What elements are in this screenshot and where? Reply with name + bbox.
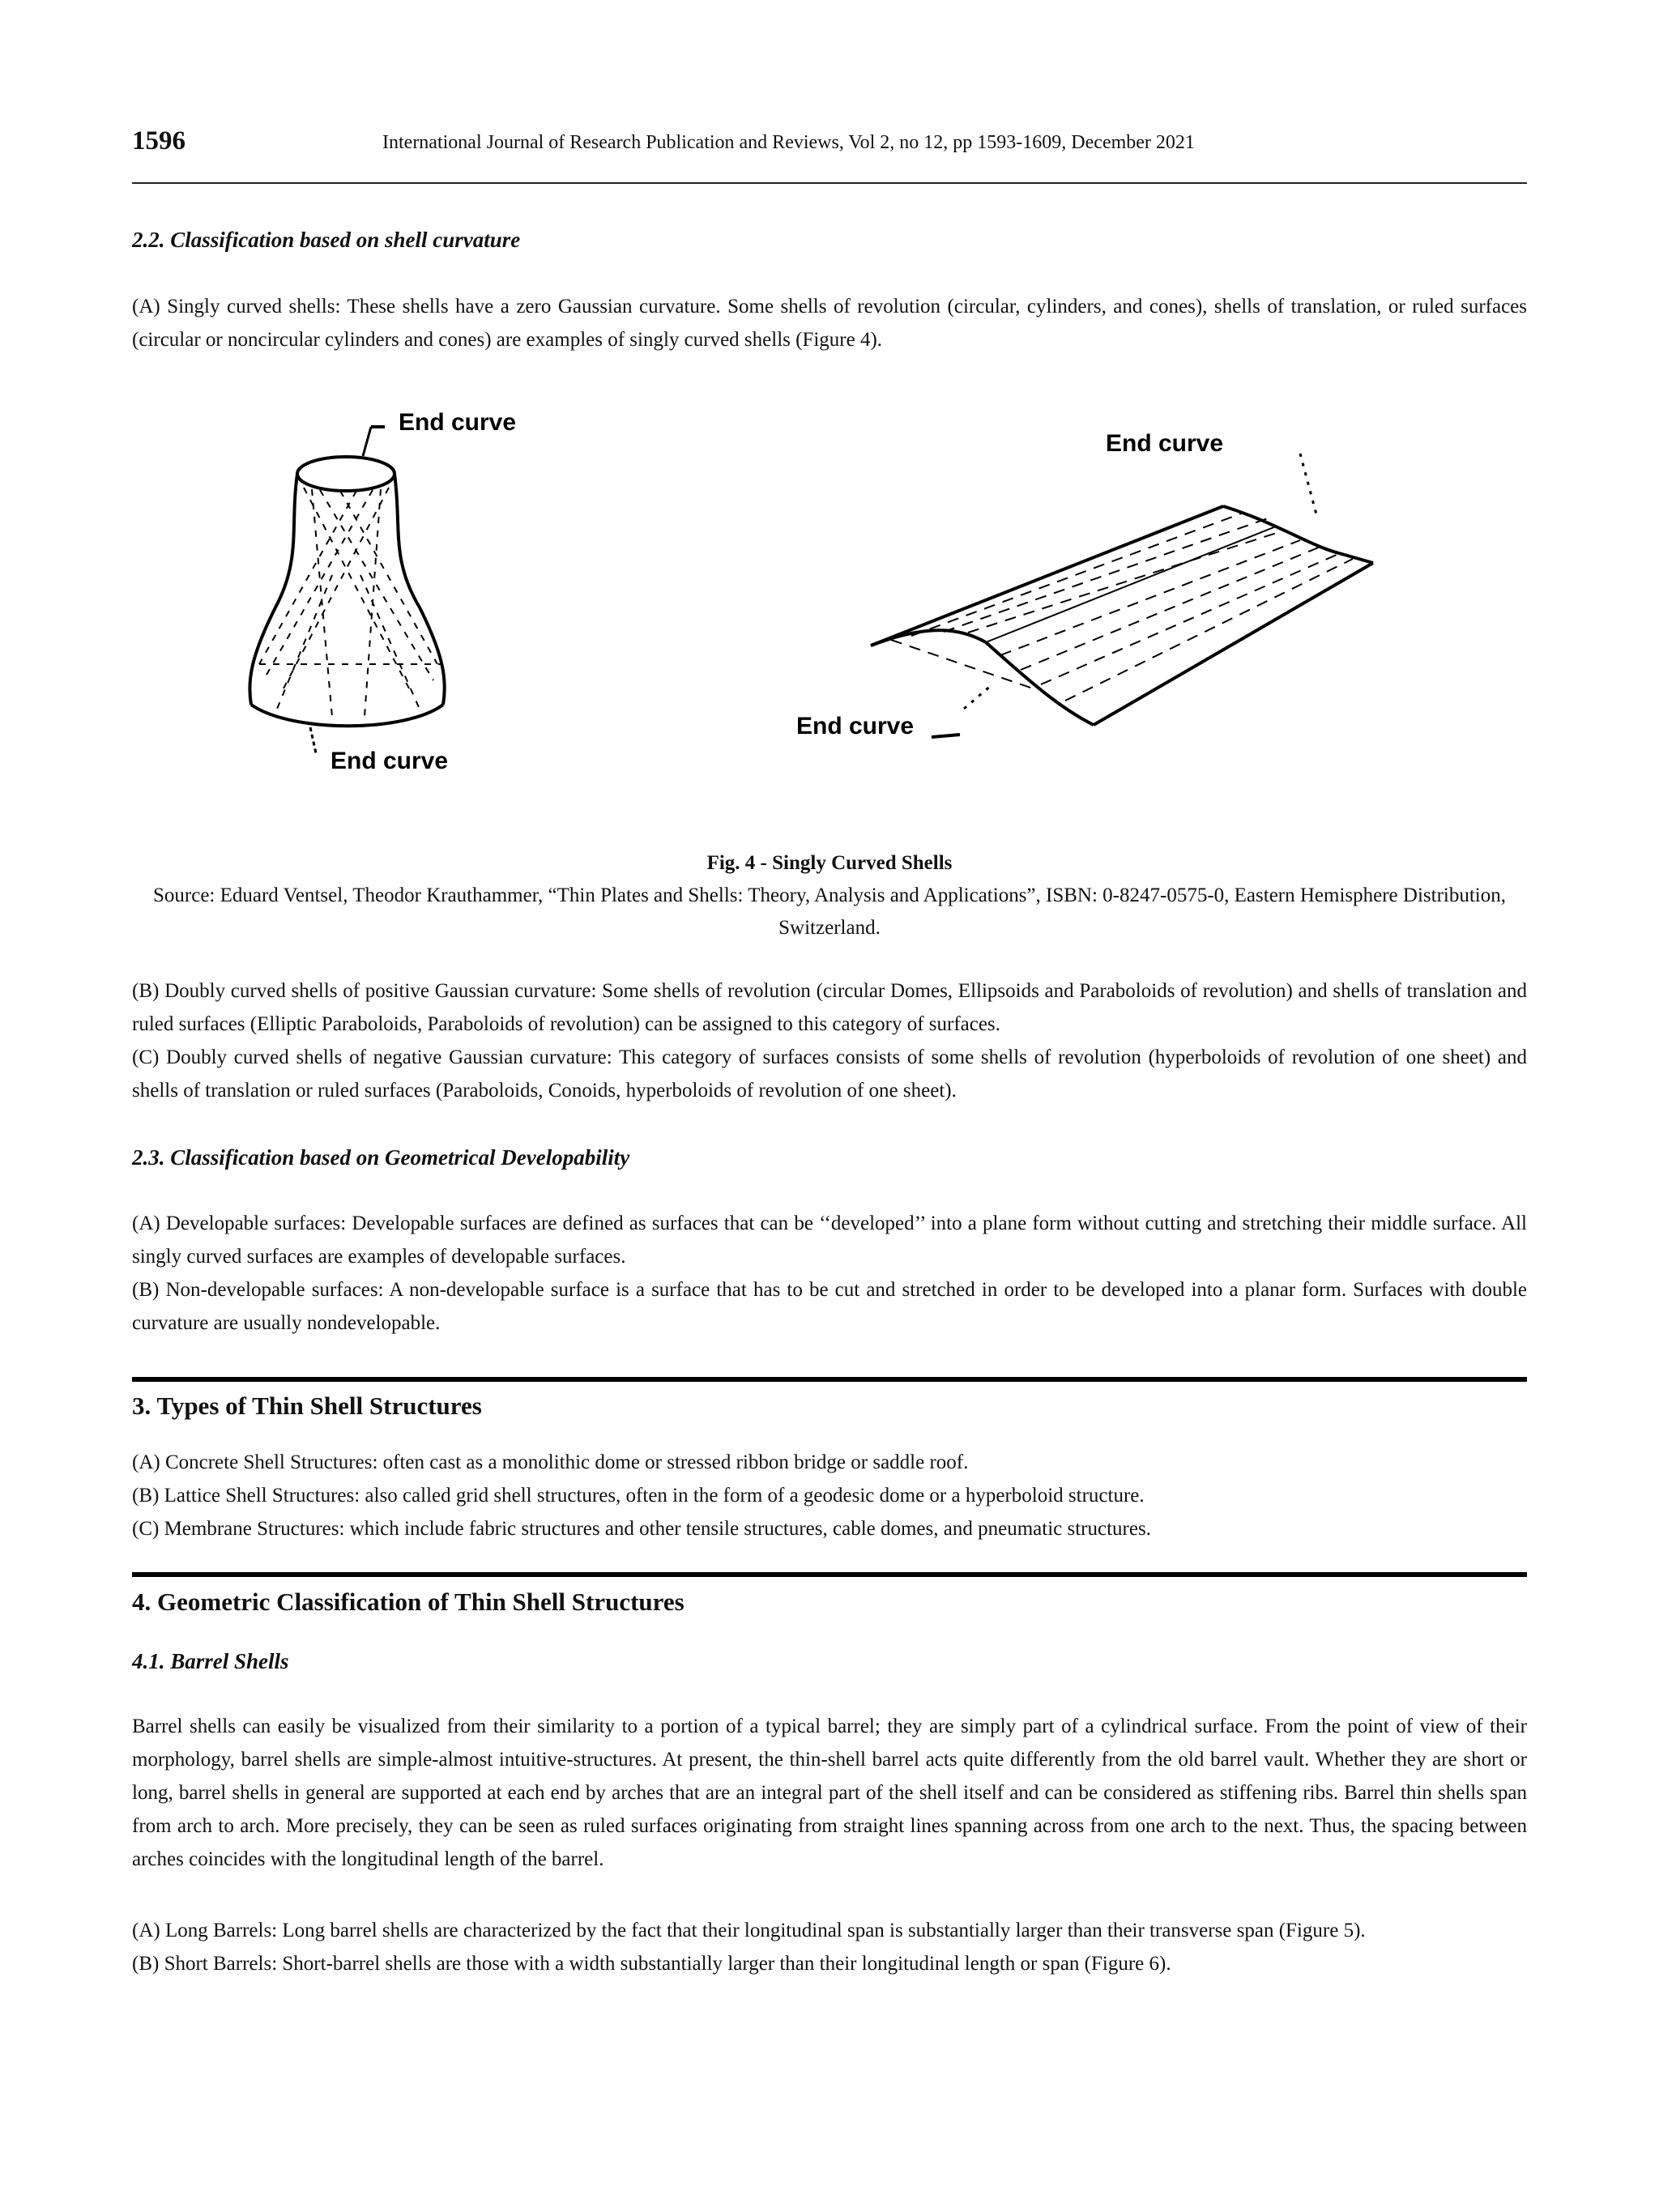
- section-3-heading: 3. Types of Thin Shell Structures: [132, 1392, 482, 1420]
- barrel-shell-figure: [790, 417, 1405, 757]
- para-text: (B) Non-developable surfaces: A non-developable surface is a surface that has to be cut and stretched in order to be developed into a planar form. Surfaces with double curvature are usually nondevelopable.: [132, 1279, 1527, 1334]
- para-text: (A) Singly curved shells: These shells have a zero Gaussian curvature. Some shells of revolution (circular, cylinders, and cones), shells of translation, or ruled surfaces (circular or noncircular cylinders and cones) are examples of singly curved shells (Figure 4).: [132, 296, 1527, 351]
- figure-4-title: Fig. 4 - Singly Curved Shells: [706, 852, 953, 874]
- para-text: (A) Developable surfaces: Developable surfaces are defined as surfaces that can be ‘‘developed’’ into a plane form without cutting and stretching their middle surface. All singly curved surfaces are examples of developable surfaces.: [132, 1213, 1527, 1268]
- cone-bottom-end-curve-label: End curve: [331, 748, 449, 774]
- section-2-3-paras: [132, 1207, 1527, 1340]
- figure-4-caption: [132, 847, 1527, 944]
- barrel-top-end-curve-label: End curve: [1106, 430, 1224, 457]
- section-3-list: [132, 1446, 1527, 1545]
- list-item: (B) Lattice Shell Structures: also called grid shell structures, often in the form of a geodesic dome or a hyperboloid structure.: [132, 1485, 1145, 1507]
- cone-shell-figure: [227, 397, 583, 778]
- section-2-2-heading: 2.2. Classification based on shell curvature: [132, 228, 521, 252]
- section-2-2-para-bc: [132, 974, 1527, 1107]
- para-text: Barrel shells can easily be visualized from their similarity to a portion of a typical barrel; they are simply part of a cylindrical surface. From the point of view of their morphology, barrel shells are simple-almost intuitive-structures. At present, the thin-shell barrel acts quite differently from the old barrel vault. Whether they are short or long, barrel shells in general are supported at each end by arches that are an integral part of the shell itself and can be considered as stiffening ribs. Barrel thin shells span from arch to arch. More precisely, they can be seen as ruled surfaces originating from straight lines spanning across from one arch to the next. Thus, the spacing between arches coincides with the longitudinal length of the barrel.: [132, 1715, 1527, 1870]
- section-4-heading: 4. Geometric Classification of Thin Shell Structures: [132, 1588, 684, 1616]
- para-text: (B) Doubly curved shells of positive Gaussian curvature: Some shells of revolution (circular Domes, Ellipsoids and Paraboloids of revolution) and shells of translation and ruled surfaces (Elliptic Paraboloids, Paraboloids of revolution) can be assigned to this category of surfaces.: [132, 980, 1527, 1035]
- figure-4-source: Source: Eduard Ventsel, Theodor Krauthammer, “Thin Plates and Shells: Theory, Analysis and Applications”, ISBN: 0-8247-0575-0, Eastern Hemisphere Distribution, Switzerland.: [153, 884, 1506, 939]
- cone-top-end-curve-label: End curve: [399, 409, 517, 436]
- list-item: (A) Concrete Shell Structures: often cast as a monolithic dome or stressed ribbon bridge or saddle roof.: [132, 1451, 969, 1473]
- section-4-1-heading: 4.1. Barrel Shells: [132, 1649, 289, 1673]
- para-text: (A) Long Barrels: Long barrel shells are characterized by the fact that their longitudinal span is substantially larger than their transverse span (Figure 5).: [132, 1920, 1366, 1941]
- barrel-bottom-end-curve-label: End curve: [796, 713, 915, 739]
- para-text: (B) Short Barrels: Short-barrel shells are those with a width substantially larger than their longitudinal length or span (Figure 6).: [132, 1953, 1171, 1975]
- section-4-1-types: [132, 1914, 1527, 1980]
- header-rule: [132, 182, 1527, 184]
- list-item: (C) Membrane Structures: which include fabric structures and other tensile structures, cable domes, and pneumatic structures.: [132, 1518, 1151, 1540]
- page-number: 1596: [132, 126, 186, 156]
- section-2-3-heading: 2.3. Classification based on Geometrical Developability: [132, 1145, 630, 1170]
- section-2-2-para-a: [132, 290, 1527, 356]
- section-4-1-main-para: [132, 1710, 1527, 1876]
- section-4-rule: [132, 1572, 1527, 1577]
- para-text: (C) Doubly curved shells of negative Gaussian curvature: This category of surfaces consists of some shells of revolution (hyperboloids of revolution of one sheet) and shells of translation or ruled surfaces (Paraboloids, Conoids, hyperboloids of revolution of one sheet).: [132, 1046, 1527, 1102]
- journal-header: International Journal of Research Publication and Reviews, Vol 2, no 12, pp 1593-1609, December 2021: [382, 132, 1195, 153]
- section-3-rule: [132, 1377, 1527, 1382]
